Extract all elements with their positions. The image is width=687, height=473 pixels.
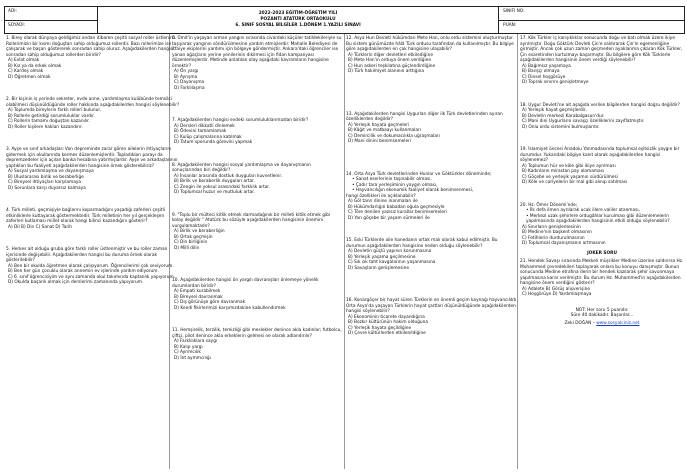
- question-column-3: [346, 36, 518, 468]
- footer-note: NOT: Her soru 5 puandır.: [575, 307, 629, 313]
- answer-option[interactable]: C) Dış görünüşe göre davranmak: [174, 300, 246, 305]
- question-stem: 4. Türk milleti, geçmişiyle bağlarını koparmadığını yaşadığı zaferleri çeşitli etkinliklerle kutlayarak göstermektedir. Türk milletinin her yıl gerçekleşen zaferleri kutlaması millet olarak hangi bilinci kazandığını gösterir?: [6, 208, 166, 224]
- question-block: [346, 36, 518, 75]
- question-bullet: • Çadır tara yerleşiminin yaygın olması,: [352, 182, 438, 188]
- question-block: [6, 208, 182, 230]
- answer-space: [6, 233, 182, 247]
- student-name-box: [5, 7, 98, 33]
- answer-space: [172, 314, 342, 328]
- answer-option[interactable]: C) Töre denilen yazısız kurallar benimsemeleri: [348, 210, 447, 215]
- answer-option[interactable]: D) Onlu ordu sistemini bulmuşlardır.: [522, 124, 600, 130]
- answer-option[interactable]: C) Ayrımcılık: [174, 350, 201, 355]
- answer-option[interactable]: B) Rollerle getirdiği sorumluluklar vardır.: [8, 113, 95, 119]
- question-block: [346, 172, 518, 222]
- answer-option[interactable]: D) Savaşların genişlemesine: [348, 265, 409, 271]
- exam-footer: [520, 308, 684, 327]
- answer-option[interactable]: D) Toprak sınırını genişletmeye: [522, 80, 589, 85]
- question-block: [172, 278, 342, 311]
- answer-option[interactable]: A) Farklılıklara saygı: [174, 339, 218, 344]
- answer-option[interactable]: C) Yerleşik hayata geçildiğine: [348, 325, 412, 331]
- joker-heading: JOKER SORU: [587, 250, 617, 256]
- answer-option[interactable]: D) Farklılaşma: [174, 85, 205, 91]
- question-block: [172, 163, 342, 196]
- answer-option[interactable]: A) Toplumda bireylerin farklı rolleri bulunur.: [8, 108, 102, 113]
- answer-option[interactable]: C) Hoşgörüye D) Yardımlaşmaya: [522, 292, 592, 297]
- footer-duration: Süre 40 dakikadır. Başarılar...: [570, 313, 634, 318]
- answer-option[interactable]: B) Kız ya da erkek olmak: [8, 63, 62, 69]
- answer-option[interactable]: D) Sorunlara karşı duyarsız kalmaya: [8, 185, 86, 191]
- question-stem: 10. Aşağıdakilerden hangisi ön yargılı davranışları önlemeye yönelik durumlardan biridir?: [172, 278, 319, 289]
- exam-title: [98, 7, 499, 33]
- column-divider: [344, 34, 345, 469]
- question-stem: 11. Hemşirelik, terzilik, temizliği gibi meslekler denince akla kadınlar; futbolcu, çiftçi, pilot denince akla erkeklerin gelmesi ne olarak adlandırılır?: [172, 328, 342, 339]
- teacher-name: Zeki DOĞAN –: [564, 320, 597, 326]
- question-block: [172, 118, 342, 146]
- answer-option[interactable]: D) İnt aymmcılığı: [174, 355, 211, 361]
- question-stem: 12. Asya Hun Devleti hükümdarı Mete Han, onlu ordu sistemini oluşturmuştur. Bu sistem günümüzde hâlâ Türk ordusu tarafından da kullanılmıştır. Bu bilgiye göre aşağıdakilerden en çok hangisine ulaşabilir?: [346, 36, 514, 52]
- answer-space: [6, 194, 182, 208]
- question-stem: 7. Aşağıdakilerden hangisi evdeki sorumluluklarımızdan biridir?: [172, 118, 309, 123]
- answer-space: [172, 94, 342, 118]
- answer-option[interactable]: C) Mani dini Uygurların savaşçı özelliklerini zayıflatmıştır.: [522, 119, 645, 124]
- answer-option[interactable]: A) Ekonominin ticarete dayandığına: [348, 314, 425, 320]
- question-block: [346, 112, 518, 145]
- answer-option[interactable]: C) Sık sık taht kavgalarının yaşanmasına: [348, 260, 436, 265]
- answer-option[interactable]: A) Dersleri dikkatli dinlemek: [174, 123, 235, 129]
- answer-option[interactable]: B) Bireysel davranmak: [174, 294, 223, 300]
- title-line-1: 2022-2023 EĞİTİM-ÖĞRETİM YILI: [258, 11, 338, 16]
- answer-option[interactable]: A) Yerleşik hayat geçmişlerdir.: [522, 108, 587, 113]
- answer-option[interactable]: C) Kulüp çalışmalarına katılmak: [174, 134, 242, 140]
- surname-field[interactable]: SOYADI:: [8, 22, 26, 28]
- answer-option[interactable]: D) Roller kişilere hakları kazandırır.: [8, 124, 83, 130]
- answer-option[interactable]: D) Köle ve cariyelerin bir mal gibi alınıp satılması: [522, 180, 628, 185]
- answer-space: [6, 83, 182, 97]
- question-stem: 16. Konargöçer bir hayat süren Türklerin en önemli geçim kaynağı hayvancılıktı. Orta Asya'da yaşayan Türklerin hayat şartları düşünüldüğünde aşağıdakilerden hangisi söylenebilir?: [346, 298, 518, 314]
- answer-option[interactable]: D) Türk hakimiyet alanının arttığına: [348, 69, 425, 74]
- question-stem: 5. Herkes ait olduğu gruba göre farklı roller üstlenmiştir ve bu roller zaman içerisinde değişebilir. Aşağıdakilerden hangisi bu duruma örnek olarak gösterilebilir?: [6, 247, 168, 263]
- answer-option[interactable]: D) Yarı göçebe bir yaşam sürmeleri ile: [348, 215, 430, 221]
- answer-space: [346, 78, 518, 112]
- answer-option[interactable]: C) 6. sınıf öğrencisiyim ve aynı zamanda okul takımında kaptanlık yapıyorum.: [8, 274, 176, 280]
- answer-option[interactable]: D) Mani dinini benimsemeleri: [348, 139, 412, 144]
- answer-space: [346, 148, 518, 172]
- answer-space: [520, 89, 684, 103]
- question-block: [172, 213, 342, 252]
- answer-option[interactable]: D) Toplumsal huzur ve mutluluk artar.: [174, 190, 255, 195]
- question-column-1: [6, 36, 182, 468]
- question-block: [520, 259, 684, 298]
- website-link[interactable]: www.sosyalciniz.net: [596, 320, 640, 326]
- name-field[interactable]: ADI:: [5, 7, 97, 21]
- question-tail: hangi özellikleri ile açıklanabilir?: [346, 193, 416, 199]
- answer-option[interactable]: A) Sosyal yardımlaşma ve dayanışmaya: [8, 169, 94, 174]
- answer-space: [346, 224, 518, 238]
- question-stem: 21. Hendek Savaşı sırasında Mekkeli müşrikler Medine üzerine saldırırsa Hz. Muhammed çevredekileri toplayarak onlara bu konuyu danışmıştır. Bunun sonucunda Medine etrafına derin bir hendek kazılarak şehir savunmaya yapılmasına karar verilmiştir. Bu durum Hz. Muhammed'in aşağıdakilerden hangisine önem verdiğini gösterir?: [520, 259, 684, 286]
- answer-option[interactable]: B) Kalıp yargı: [174, 344, 203, 350]
- title-line-2: POZANTI ATATÜRK ORTAOKULU: [260, 17, 336, 22]
- question-block: [172, 328, 342, 361]
- answer-option[interactable]: D) Tatum sporunda görevini yapmak: [174, 140, 253, 145]
- question-bullet: • İlk defa ilmen ayrılarak ucak illere valiler atanması,: [526, 208, 640, 213]
- answer-option[interactable]: B) Mete Han'ın orduya önem verdiğine: [348, 58, 432, 63]
- answer-space: [172, 199, 342, 213]
- question-stem: 8. Aşağıdakilerden hangisi sosyal yardımlaşma ve dayanışmanın sonuçlarından biri değildir?: [172, 162, 311, 173]
- answer-option[interactable]: C) Zengin ile yoksul arasındaki farklılık artar.: [174, 184, 271, 190]
- question-stem: 15. Eski Türklerde aile hanedanın ortak malı olarak kabul edilmiştir. Bu durumun aşağıdakilerden hangisine neden olduğu söylenebilir?: [346, 238, 498, 249]
- answer-option[interactable]: B) Kadınların mirastan pay alamaması: [522, 169, 605, 174]
- answer-option[interactable]: A) Sınırların genişlemesinin: [522, 224, 581, 230]
- question-column-2: [172, 36, 342, 468]
- answer-option[interactable]: A) Ön yargı: [174, 69, 199, 74]
- title-line-3: 6. SINIF SOSYAL BİLGİLER 1.DÖNEM 1.YAZILI SINAVI: [235, 23, 361, 28]
- question-stem: 19. İslamiyet öncesi Anadolu Yanmadasında toplumsal eşitsizlik yaygın bir durumdur. Yukarıdaki bilgiye kanıt olarak aşağıdakilerden hangisi söylenemez?: [520, 147, 680, 163]
- question-block: [6, 147, 182, 191]
- answer-option[interactable]: B) Ben her gün çocuklu olarak annemin ev işlerinde yardım ediyorum.: [8, 269, 159, 274]
- answer-option[interactable]: B) Bozkır kültürünün hakim olduğuna: [348, 320, 429, 325]
- answer-space: [520, 189, 684, 203]
- answer-option[interactable]: A) Dil B) Din C) Sanat D) Tarih: [8, 224, 73, 230]
- answer-option[interactable]: B) Ortak geçmişin: [174, 234, 213, 240]
- answer-space: [6, 133, 182, 147]
- question-stem: 9. "Toplu bir mülteci kitlik etmek darmadağınık bir milleti kitlik etmek gibi kolay değildir." Atatürk bu sözüyle aşağıdakilerden hangisinin önemini vurgulamaktadır?: [172, 212, 331, 229]
- answer-option[interactable]: A) İnsanlar arasında dostluk duyguları kuvvetlenir.: [174, 173, 283, 179]
- answer-option[interactable]: B) Barışçı olmaya: [522, 69, 560, 74]
- answer-option[interactable]: B) Yerleşik yaşama geçilmesine: [348, 254, 416, 260]
- question-block: [6, 36, 182, 80]
- answer-space: [172, 149, 342, 163]
- question-block: [520, 103, 684, 131]
- answer-option[interactable]: A) Adalete B) Görüş alışverişine: [522, 286, 590, 292]
- answer-option[interactable]: D) Öğretmen olmak: [8, 74, 51, 80]
- question-stem: 2. Bir kişinin iş yerinde sekreter, evde anne, yardımlaşma kulübünde temsilci olabilmesi düşünüldüğünde roller hakkında aşağıdakilerden hangisi söylenebilir?: [6, 97, 180, 108]
- question-block: [6, 97, 182, 130]
- answer-option[interactable]: B) Ödevini tamamlamak: [174, 129, 227, 134]
- class-number-field[interactable]: SINIFI NO:: [499, 7, 684, 21]
- answer-option[interactable]: C) Göçebe ve yerleşik yaşamın sürdürülmesi: [522, 174, 618, 180]
- answer-space: [172, 254, 342, 278]
- question-block: [520, 36, 684, 86]
- answer-option[interactable]: A) Evlat olmak: [8, 58, 40, 63]
- answer-option[interactable]: A) Bağımsız yaşamaya: [522, 63, 571, 69]
- question-block: [520, 147, 684, 186]
- question-stem: 18. Uygur Devleti'ne ait aşağıda verilen bilgilerden hangisi doğru değildir?: [520, 102, 680, 108]
- answer-option[interactable]: B) Uluslararası birlik ve beraberliğe: [8, 174, 84, 180]
- answer-option[interactable]: D) Okulda başarılı olmak için derslerimi zamanında yapıyorum.: [8, 280, 144, 285]
- answer-option[interactable]: D) Millî dilin: [174, 245, 200, 251]
- answer-option[interactable]: A) Empati kurabilmek: [174, 289, 221, 294]
- answer-option[interactable]: D) Çevre kültürlerden etkilenildiğine: [348, 331, 426, 336]
- answer-option[interactable]: B) Kâğıt ve matbaayı kullanmaları: [348, 128, 421, 133]
- answer-option[interactable]: B) Hükümdarlığın babadan oğula geçmesiyle: [348, 204, 445, 210]
- question-block: [346, 298, 518, 337]
- answer-option[interactable]: A) Birlik ve beraberliğin: [174, 229, 225, 234]
- question-stem: 13. Aşağıdakilerden hangisi Uygurları diğer ilk Türk devletlerinden ayıran özelliklerden değildir?: [346, 111, 503, 122]
- question-block: [172, 36, 342, 91]
- answer-option[interactable]: A) Türklerin diğer devletleri etkilediğine: [348, 52, 433, 58]
- question-bullet: • Merkezi uzak şehirlere ordugâhlar kurulması gibi düzenlemelerin yapılmasında aşağıdakilerden hangisinin etkili olduğu söylenebilir?: [526, 213, 670, 224]
- question-stem: 6. Ümit'in yaşayan orman yangını sırasında civardaki küçüler tatildekileriyle su taşıyarak yangının söndürülmesine yardım etmişlerdir. Mahalle Belediyesi de itfaiye ekiplerini yardımı için bölgeye göndermiştir. Ankara'daki öğrenciler ise yanan ağaçların yerine yenilerinin dikilmesi için fidan kampanyası düzenlemişlerdir. Metinde anlatılan olay aşağıdaki kavramların hangisine örnektir?: [172, 36, 342, 69]
- answer-option[interactable]: C) Kardeş olmak: [8, 69, 44, 74]
- score-box: [499, 7, 684, 33]
- answer-option[interactable]: C) Demircilik ve dokumacılıkla uğraşmaları: [348, 133, 440, 139]
- question-block: [346, 238, 518, 271]
- answer-option[interactable]: D) Kendi fikirlerimizi karşımızdakine kabullendirmek: [174, 305, 286, 311]
- question-column-4: [520, 36, 684, 468]
- answer-option[interactable]: C) Dinsel hoşgörüye: [522, 74, 566, 80]
- answer-space: [346, 274, 518, 298]
- question-bullet: • Hayvancılığın ekonomik faaliyet olarak benimsenmesi,: [352, 188, 474, 193]
- score-field[interactable]: PUAN:: [503, 22, 517, 28]
- answer-option[interactable]: B) Devletin merkezi Karabalgasun'dur.: [522, 113, 605, 119]
- answer-option[interactable]: A) Toplumun hür ve köle gibi ikiye ayrılması: [522, 163, 616, 169]
- question-stem: 17. Kök Türkler iç karışıklıklar sonucunda doğu ve batı olmak üzere ikiye ayrılmıştır. Doğu Göktürk Devleti Çin'e saldırarak Çin'in egemenliğine girmiştir. Ancak çok uzun zaman geçmeden ayaklanma çıkaran Kök Türkler, Çin esaretinden kurtulmayı başarmıştır. Bu bilgilere göre Kök Türklerle aşağıdakilerden hangisinin önem verdiği söylenebilir?: [520, 36, 683, 63]
- answer-option[interactable]: C) Bireysel ihtiyaçları karşılamaya: [8, 180, 82, 185]
- answer-option[interactable]: A) Devletin güçlü yapının korunmasına: [348, 249, 432, 254]
- answer-option[interactable]: B) Ayrışma: [174, 74, 198, 80]
- question-block: [6, 247, 182, 286]
- question-block: [520, 203, 684, 247]
- question-stem: 20. Hz. Ömer Dönemi'nde;: [520, 202, 578, 208]
- answer-option[interactable]: B) Birlik ve beraberlik duyguları artar.: [174, 179, 255, 184]
- answer-option[interactable]: C) Rollerin tamamı doğuştan kazanılır.: [8, 119, 90, 124]
- answer-option[interactable]: A) Göl tanrı dinine inanmaları ile: [348, 199, 418, 204]
- question-stem: 3. Ayşe ve sınıf arkadaşları Van depreminde zarar gören ailelerin ihtiyaçlarını gidermek için okullarında kermes düzenlemişlerdir. Topladıkları parayı da depremzedeler için açılan banka hesabına yatırmışlardır. Ayşe ve arkadaşlarının yaptıkları bu faaliyeti aşağıdakilerden hangisine örnek gösterebiliriz?: [6, 147, 178, 169]
- answer-option[interactable]: C) Din birliğinin: [174, 240, 208, 245]
- question-stem: 14. Orta Asya Türk devletlerinden Hunlar ve Göktürkler döneminde;: [346, 171, 492, 177]
- answer-space: [520, 133, 684, 147]
- answer-option[interactable]: C) Hun askeri teşkilatına güçlendirdiğine: [348, 63, 436, 69]
- question-bullet: • Sanat eserlerinin taşınabilir olması,: [352, 177, 432, 182]
- answer-option[interactable]: A) Ben bir okulda öğretmen olarak çalışıyorum. Öğrencilerimi çok seviyorum.: [8, 263, 174, 269]
- answer-option[interactable]: B) Medine'nin başkent olmasının: [522, 230, 592, 235]
- exam-header: [4, 6, 685, 34]
- teacher-signature: [520, 321, 684, 327]
- answer-option[interactable]: C) Fetihlerin durdurulmasının: [522, 235, 585, 241]
- answer-option[interactable]: D) Toplumsal dayanışmanın artmasının: [522, 241, 606, 246]
- answer-option[interactable]: A) Yerleşik hayata geçmeleri: [348, 122, 410, 128]
- question-stem: 1. Birey olarak dünyaya geldiğimiz andan itibaren çeşitli sosyal roller üstleniriz. Rollerimizin bir kısmı doğuştan sahip olduğumuz rollerdir. Bazı rollerimize ise çalışarak ve başarı göstererek sonradan sahip oluruz. Aşağıdakilerden hangisi sonradan sahip olduğumuz rollerden biridir?: [6, 36, 177, 58]
- answer-option[interactable]: C) Dayanışma: [174, 80, 205, 85]
